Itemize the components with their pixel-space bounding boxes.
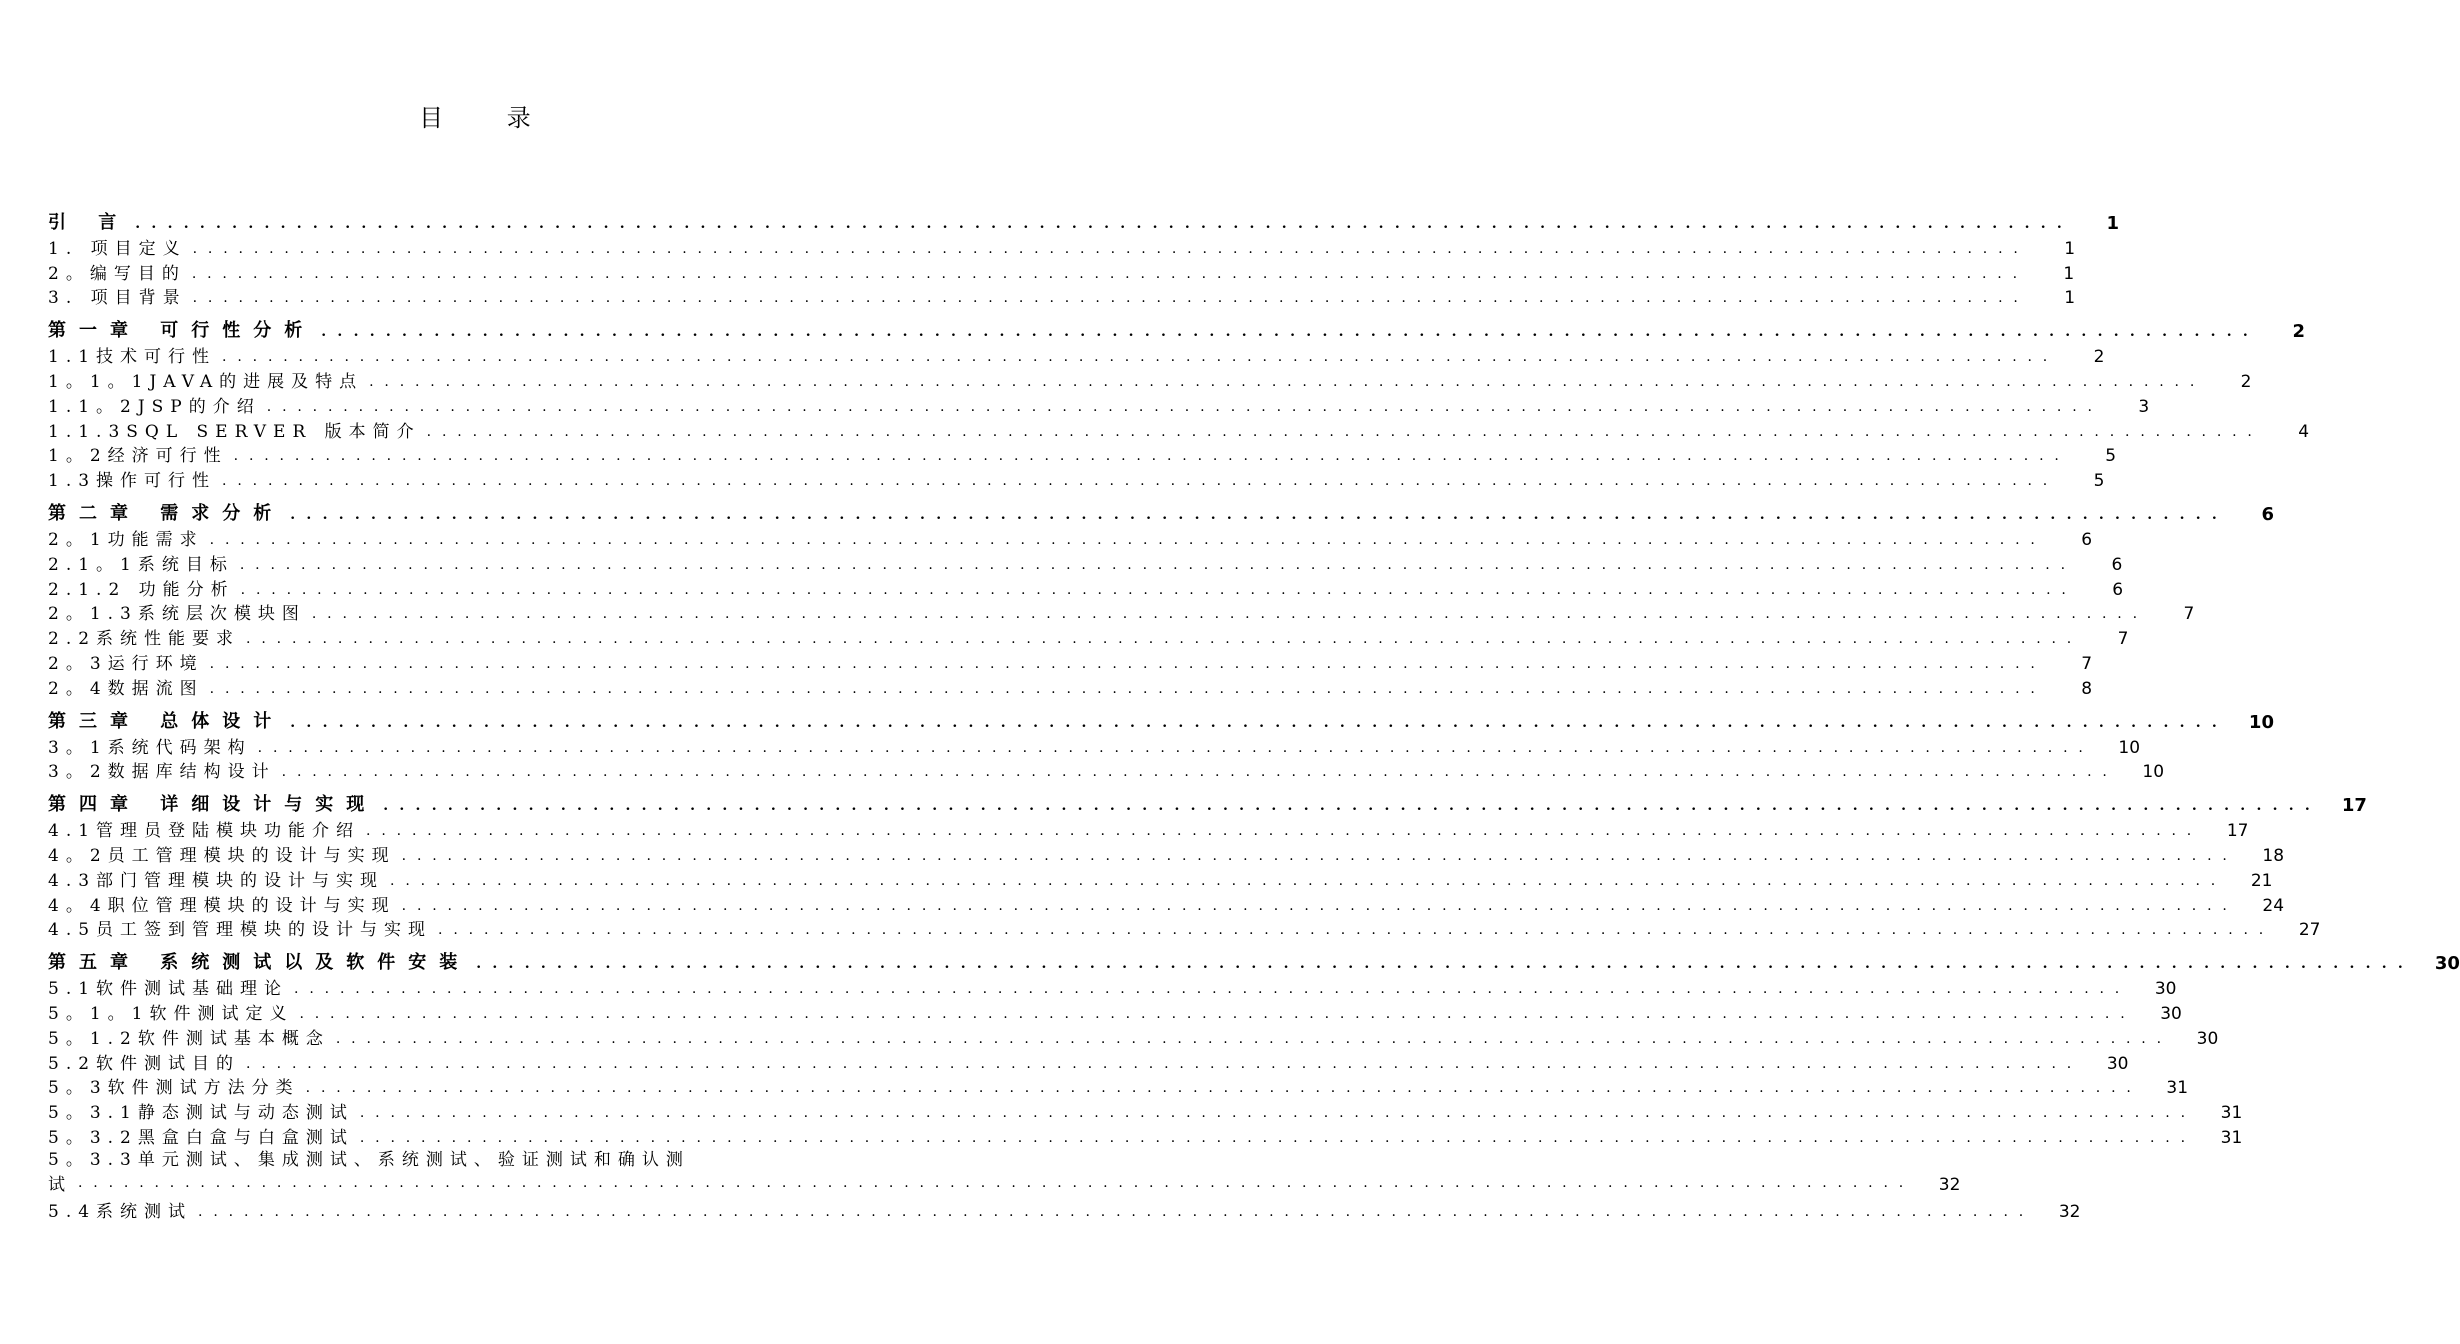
toc-page-number: 30 bbox=[2196, 1028, 2219, 1049]
toc-page-number: 2 bbox=[2292, 321, 2305, 343]
toc-entry-label: 1. 项目定义 bbox=[48, 238, 187, 259]
toc-entry[interactable] bbox=[48, 367, 2252, 392]
toc-entry-label: 4.1管理员登陆模块功能介绍 bbox=[48, 821, 361, 842]
toc-entry[interactable] bbox=[48, 816, 2249, 842]
toc-page-number: 1 bbox=[2063, 263, 2075, 284]
toc-chapter-entry[interactable] bbox=[48, 782, 2367, 817]
toc-leader-dots: . . . . . . . . . . . . . . . . . . . . . . . . . . . . . . . . . . . . . . . . . . . . . . . . . . . . . . . . . . . . . . . . . . . . . . . . . . . . . . . . . . . . . . . . . . . . . . . . . . . . . . . . . . . . . . . . . . . . . . . . bbox=[476, 956, 2406, 973]
toc-leader-dots: . . . . . . . . . . . . . . . . . . . . . . . . . . . . . . . . . . . . . . . . . . . . . . . . . . . . . . . . . . . . . . . . . . . . . . . . . . . . . . . . . . . . . . . . . . . . . . . . . . . . . . . . . . . . . . . . . . . . . . . . bbox=[192, 290, 2022, 307]
toc-entry-label: 2.1.2 功能分析 bbox=[48, 579, 235, 600]
toc-leader-dots: . . . . . . . . . . . . . . . . . . . . . . . . . . . . . . . . . . . . . . . . . . . . . . . . . . . . . . . . . . . . . . . . . . . . . . . . . . . . . . . . . . . . . . . . . . . . . . . . . . . . . . . . . . . . . . . . . . . . . . . . bbox=[369, 373, 2198, 390]
toc-entry[interactable] bbox=[48, 575, 2124, 600]
toc-leader-dots: . . . . . . . . . . . . . . . . . . . . . . . . . . . . . . . . . . . . . . . . . . . . . . . . . . . . . . . . . . . . . . . . . . . . . . . . . . . . . . . . . . . . . . . . . . . . . . . . . . . . . . . . . . . . . . . . . . . . . . . . bbox=[209, 531, 2039, 548]
toc-page-number: 6 bbox=[2261, 504, 2274, 526]
toc-leader-dots: . . . . . . . . . . . . . . . . . . . . . . . . . . . . . . . . . . . . . . . . . . . . . . . . . . . . . . . . . . . . . . . . . . . . . . . . . . . . . . . . . . . . . . . . . . . . . . . . . . . . . . . . . . . . . . . . . . . . . . . . bbox=[299, 1005, 2128, 1022]
toc-leader-dots: . . . . . . . . . . . . . . . . . . . . . . . . . . . . . . . . . . . . . . . . . . . . . . . . . . . . . . . . . . . . . . . . . . . . . . . . . . . . . . . . . . . . . . . . . . . . . . . . . . . . . . . . . . . . . . . . . . . . . . . . bbox=[246, 631, 2075, 648]
toc-leader-dots: . . . . . . . . . . . . . . . . . . . . . . . . . . . . . . . . . . . . . . . . . . . . . . . . . . . . . . . . . . . . . . . . . . . . . . . . . . . . . . . . . . . . . . . . . . . . . . . . . . . . . . . . . . . . . . . . . . . . . . . . bbox=[438, 922, 2267, 939]
toc-leader-dots: . . . . . . . . . . . . . . . . . . . . . . . . . . . . . . . . . . . . . . . . . . . . . . . . . . . . . . . . . . . . . . . . . . . . . . . . . . . . . . . . . . . . . . . . . . . . . . . . . . . . . . . . . . . . . . . . . . . . . . . . bbox=[209, 680, 2039, 697]
toc-page-number: 8 bbox=[2081, 678, 2093, 699]
toc-entry[interactable] bbox=[48, 342, 2105, 368]
toc-entry-label: 4.5员工签到管理模块的设计与实现 bbox=[48, 920, 433, 941]
toc-entry[interactable] bbox=[48, 733, 2141, 758]
toc-entry[interactable] bbox=[48, 1024, 2219, 1049]
toc-page-number: 30 bbox=[2154, 979, 2177, 1000]
toc-page-number: 21 bbox=[2250, 870, 2273, 891]
toc-entry-label: 1。1。1JAVA的进展及特点 bbox=[48, 371, 364, 392]
toc-entry[interactable] bbox=[48, 649, 2093, 674]
toc-entry-label: 5。3软件测试方法分类 bbox=[48, 1078, 300, 1099]
toc-entry-label: 2。1功能需求 bbox=[48, 529, 204, 550]
toc-page-number: 7 bbox=[2117, 629, 2129, 650]
toc-leader-dots: . . . . . . . . . . . . . . . . . . . . . . . . . . . . . . . . . . . . . . . . . . . . . . . . . . . . . . . . . . . . . . . . . . . . . . . . . . . . . . . . . . . . . . . . . . . . . . . . . . . . . . . . . . . . . . . . . . . . . . . . bbox=[281, 764, 2111, 781]
toc-page-number: 7 bbox=[2183, 604, 2195, 625]
toc-entry[interactable] bbox=[48, 1198, 2081, 1223]
toc-entry[interactable] bbox=[48, 525, 2093, 550]
toc-entry[interactable] bbox=[48, 392, 2150, 417]
toc-entry[interactable] bbox=[48, 974, 2177, 1000]
toc-chapter-entry[interactable] bbox=[48, 940, 2460, 975]
toc-leader-dots: . . . . . . . . . . . . . . . . . . . . . . . . . . . . . . . . . . . . . . . . . . . . . . . . . . . . . . . . . . . . . . . . . . . . . . . . . . . . . . . . . . . . . . . . . . . . . . . . . . . . . . . . . . . . . . . . . . . . . . . . bbox=[239, 556, 2069, 573]
toc-page-number: 10 bbox=[2118, 737, 2141, 758]
toc-entry[interactable] bbox=[48, 1123, 2243, 1148]
toc-page-number: 1 bbox=[2106, 213, 2119, 234]
toc-leader-dots: . . . . . . . . . . . . . . . . . . . . . . . . . . . . . . . . . . . . . . . . . . . . . . . . . . . . . . . . . . . . . . . . . . . . . . . . . . . . . . . . . . . . . . . . . . . . . . . . . . . . . . . . . . . . . . . . . . . . . . . . bbox=[290, 714, 2220, 731]
toc-page-number: 6 bbox=[2081, 529, 2093, 550]
toc-entry-label: 2。3运行环境 bbox=[48, 653, 204, 674]
toc-page-number: 31 bbox=[2220, 1127, 2243, 1148]
toc-entry-label: 第一章 可行性分析 bbox=[48, 320, 316, 342]
toc-chapter-entry[interactable] bbox=[48, 200, 2119, 234]
toc-entry-label: 2。1.3系统层次模块图 bbox=[48, 604, 306, 625]
toc-entry-label: 4。4职位管理模块的设计与实现 bbox=[48, 895, 396, 916]
toc-entry-label: 5.1软件测试基础理论 bbox=[48, 979, 289, 1000]
toc-page-number: 2 bbox=[2240, 371, 2252, 392]
toc-leader-dots: . . . . . . . . . . . . . . . . . . . . . . . . . . . . . . . . . . . . . . . . . . . . . . . . . . . . . . . . . . . . . . . . . . . . . . . . . . . . . . . . . . . . . . . . . . . . . . . . . . . . . . . . . . . . . . . . . . . . . . . . bbox=[240, 581, 2070, 598]
toc-entry-label: 5。1。1软件测试定义 bbox=[48, 1003, 294, 1024]
toc-entry-label: 3。1系统代码架构 bbox=[48, 737, 252, 758]
toc-entry-label: 5.2软件测试目的 bbox=[48, 1053, 241, 1074]
toc-leader-dots: . . . . . . . . . . . . . . . . . . . . . . . . . . . . . . . . . . . . . . . . . . . . . . . . . . . . . . . . . . . . . . . . . . . . . . . . . . . . . . . . . . . . . . . . . . . . . . . . . . . . . . . . . . . . . . . . . . . . . . . . bbox=[390, 872, 2219, 889]
toc-entry-label: 5。1.2软件测试基本概念 bbox=[48, 1028, 330, 1049]
toc-entry-label: 2。4数据流图 bbox=[48, 678, 204, 699]
toc-leader-dots: . . . . . . . . . . . . . . . . . . . . . . . . . . . . . . . . . . . . . . . . . . . . . . . . . . . . . . . . . . . . . . . . . . . . . . . . . . . . . . . . . . . . . . . . . . . . . . . . . . . . . . . . . . . . . . . . . . . . . . . . bbox=[311, 606, 2141, 623]
toc-page-number: 6 bbox=[2112, 579, 2124, 600]
toc-entry[interactable] bbox=[48, 1074, 2189, 1099]
toc-leader-dots: . . . . . . . . . . . . . . . . . . . . . . . . . . . . . . . . . . . . . . . . . . . . . . . . . . . . . . . . . . . . . . . . . . . . . . . . . . . . . . . . . . . . . . . . . . . . . . . . . . . . . . . . . . . . . . . . . . . . . . . . bbox=[321, 324, 2251, 341]
toc-leader-dots: . . . . . . . . . . . . . . . . . . . . . . . . . . . . . . . . . . . . . . . . . . . . . . . . . . . . . . . . . . . . . . . . . . . . . . . . . . . . . . . . . . . . . . . . . . . . . . . . . . . . . . . . . . . . . . . . . . . . . . . . bbox=[257, 739, 2087, 756]
toc-leader-dots: . . . . . . . . . . . . . . . . . . . . . . . . . . . . . . . . . . . . . . . . . . . . . . . . . . . . . . . . . . . . . . . . . . . . . . . . . . . . . . . . . . . . . . . . . . . . . . . . . . . . . . . . . . . . . . . . . . . . . . . . bbox=[198, 1204, 2027, 1221]
toc-leader-dots: . . . . . . . . . . . . . . . . . . . . . . . . . . . . . . . . . . . . . . . . . . . . . . . . . . . . . . . . . . . . . . . . . . . . . . . . . . . . . . . . . . . . . . . . . . . . . . . . . . . . . . . . . . . . . . . . . . . . . . . . bbox=[383, 798, 2313, 815]
toc-entry-label: 2.1。1系统目标 bbox=[48, 554, 234, 575]
toc-entry[interactable] bbox=[48, 600, 2195, 625]
toc-leader-dots: . . . . . . . . . . . . . . . . . . . . . . . . . . . . . . . . . . . . . . . . . . . . . . . . . . . . . . . . . . . . . . . . . . . . . . . . . . . . . . . . . . . . . . . . . . . . . . . . . . . . . . . . . . . . . . . . . . . . . . . . bbox=[305, 1080, 2135, 1097]
toc-page-number: 31 bbox=[2166, 1078, 2189, 1099]
toc-entry-label: 第三章 总体设计 bbox=[48, 710, 285, 732]
toc-entry[interactable] bbox=[48, 1098, 2243, 1124]
toc-entry[interactable] bbox=[48, 841, 2285, 866]
toc-leader-dots: . . . . . . . . . . . . . . . . . . . . . . . . . . . . . . . . . . . . . . . . . . . . . . . . . . . . . . . . . . . . . . . . . . . . . . . . . . . . . . . . . . . . . . . . . . . . . . . . . . . . . . . . . . . . . . . . . . . . . . . . bbox=[359, 1105, 2189, 1122]
toc-page-number: 10 bbox=[2142, 762, 2165, 783]
toc-leader-dots: . . . . . . . . . . . . . . . . . . . . . . . . . . . . . . . . . . . . . . . . . . . . . . . . . . . . . . . . . . . . . . . . . . . . . . . . . . . . . . . . . . . . . . . . . . . . . . . . . . . . . . . . . . . . . . . . . . . . . . . . bbox=[266, 398, 2096, 415]
toc-entry-label-continued: 试 bbox=[48, 1174, 72, 1195]
toc-entry-label: 5.4系统测试 bbox=[48, 1202, 193, 1223]
toc-entry-label: 引 言 bbox=[48, 212, 130, 233]
toc-leader-dots: . . . . . . . . . . . . . . . . . . . . . . . . . . . . . . . . . . . . . . . . . . . . . . . . . . . . . . . . . . . . . . . . . . . . . . . . . . . . . . . . . . . . . . . . . . . . . . . . . . . . . . . . . . . . . . . . . . . . . . . . bbox=[366, 823, 2195, 840]
toc-entry[interactable] bbox=[48, 466, 2105, 492]
toc-chapter-entry[interactable] bbox=[48, 308, 2305, 343]
toc-page-number: 3 bbox=[2138, 396, 2150, 417]
toc-page-number: 2 bbox=[2093, 347, 2105, 368]
toc-entry-label: 1.1。2JSP的介绍 bbox=[48, 396, 261, 417]
toc-entry-label: 第四章 详细设计与实现 bbox=[48, 794, 378, 816]
toc-entry[interactable] bbox=[48, 891, 2285, 916]
toc-entry[interactable] bbox=[48, 550, 2123, 575]
toc-chapter-entry[interactable] bbox=[48, 491, 2274, 526]
toc-page-number: 1 bbox=[2064, 288, 2076, 309]
toc-entry[interactable] bbox=[48, 866, 2273, 891]
toc-entry-label: 4。2员工管理模块的设计与实现 bbox=[48, 845, 396, 866]
toc-entry[interactable] bbox=[48, 674, 2093, 699]
toc-leader-dots: . . . . . . . . . . . . . . . . . . . . . . . . . . . . . . . . . . . . . . . . . . . . . . . . . . . . . . . . . . . . . . . . . . . . . . . . . . . . . . . . . . . . . . . . . . . . . . . . . . . . . . . . . . . . . . . . . . . . . . . . bbox=[222, 473, 2051, 490]
toc-entry[interactable] bbox=[48, 1049, 2129, 1074]
toc-page-number: 30 bbox=[2434, 953, 2460, 975]
toc-entry[interactable] bbox=[48, 417, 2310, 442]
toc-leader-dots: . . . . . . . . . . . . . . . . . . . . . . . . . . . . . . . . . . . . . . . . . . . . . . . . . . . . . . . . . . . . . . . . . . . . . . . . . . . . . . . . . . . . . . . . . . . . . . . . . . . . . . . . . . . . . . . . . . . . . . . . bbox=[426, 423, 2256, 440]
toc-page-number: 31 bbox=[2220, 1103, 2243, 1124]
toc-leader-dots: . . . . . . . . . . . . . . . . . . . . . . . . . . . . . . . . . . . . . . . . . . . . . . . . . . . . . . . . . . . . . . . . . . . . . . . . . . . . . . . . . . . . . . . . . . . . . . . . . . . . . . . . . . . . . . . . . . . . . . . . bbox=[401, 897, 2231, 914]
toc-entry[interactable] bbox=[48, 442, 2117, 467]
toc-page-number: 30 bbox=[2160, 1003, 2182, 1024]
toc-leader-dots: . . . . . . . . . . . . . . . . . . . . . . . . . . . . . . . . . . . . . . . . . . . . . . . . . . . . . . . . . . . . . . . . . . . . . . . . . . . . . . . . . . . . . . . . . . . . . . . . . . . . . . . . . . . . . . . . . . . . . . . . bbox=[233, 448, 2063, 465]
toc-leader-dots: . . . . . . . . . . . . . . . . . . . . . . . . . . . . . . . . . . . . . . . . . . . . . . . . . . . . . . . . . . . . . . . . . . . . . . . . . . . . . . . . . . . . . . . . . . . . . . . . . . . . . . . . . . . . . . . . . . . . . . . . bbox=[359, 1129, 2189, 1146]
toc-entry[interactable] bbox=[48, 758, 2165, 783]
toc-page-number: 17 bbox=[2226, 821, 2249, 842]
toc-entry[interactable] bbox=[48, 259, 2075, 284]
toc-leader-dots: . . . . . . . . . . . . . . . . . . . . . . . . . . . . . . . . . . . . . . . . . . . . . . . . . . . . . . . . . . . . . . . . . . . . . . . . . . . . . . . . . . . . . . . . . . . . . . . . . . . . . . . . . . . . . . . . . . . . . . . . bbox=[192, 240, 2022, 257]
toc-leader-dots: . . . . . . . . . . . . . . . . . . . . . . . . . . . . . . . . . . . . . . . . . . . . . . . . . . . . . . . . . . . . . . . . . . . . . . . . . . . . . . . . . . . . . . . . . . . . . . . . . . . . . . . . . . . . . . . . . . . . . . . . bbox=[290, 507, 2220, 524]
toc-entry-label: 2.2系统性能要求 bbox=[48, 629, 241, 650]
toc-leader-dots: . . . . . . . . . . . . . . . . . . . . . . . . . . . . . . . . . . . . . . . . . . . . . . . . . . . . . . . . . . . . . . . . . . . . . . . . . . . . . . . . . . . . . . . . . . . . . . . . . . . . . . . . . . . . . . . . . . . . . . . . bbox=[135, 216, 2065, 232]
toc-entry-label: 第二章 需求分析 bbox=[48, 503, 285, 525]
toc-page-number: 24 bbox=[2262, 895, 2285, 916]
toc-entry-label: 1.1技术可行性 bbox=[48, 347, 217, 368]
toc-entry-label: 3. 项目背景 bbox=[48, 288, 187, 309]
toc-page-number: 30 bbox=[2106, 1053, 2129, 1074]
toc-entry-label: 2。编写目的 bbox=[48, 263, 186, 284]
toc-leader-dots: . . . . . . . . . . . . . . . . . . . . . . . . . . . . . . . . . . . . . . . . . . . . . . . . . . . . . . . . . . . . . . . . . . . . . . . . . . . . . . . . . . . . . . . . . . . . . . . . . . . . . . . . . . . . . . . . . . . . . . . . bbox=[209, 655, 2039, 672]
toc-leader-dots: . . . . . . . . . . . . . . . . . . . . . . . . . . . . . . . . . . . . . . . . . . . . . . . . . . . . . . . . . . . . . . . . . . . . . . . . . . . . . . . . . . . . . . . . . . . . . . . . . . . . . . . . . . . . . . . . . . . . . . . . bbox=[294, 981, 2123, 998]
toc-entry-label: 3。2数据库结构设计 bbox=[48, 762, 276, 783]
toc-leader-dots: . . . . . . . . . . . . . . . . . . . . . . . . . . . . . . . . . . . . . . . . . . . . . . . . . . . . . . . . . . . . . . . . . . . . . . . . . . . . . . . . . . . . . . . . . . . . . . . . . . . . . . . . . . . . . . . . . . . . . . . . bbox=[222, 349, 2051, 366]
toc-page-number: 18 bbox=[2262, 845, 2285, 866]
toc-page-number: 17 bbox=[2341, 795, 2367, 817]
toc-entry-label: 1.3操作可行性 bbox=[48, 471, 217, 492]
toc-page-number: 5 bbox=[2105, 446, 2117, 467]
toc-entry[interactable] bbox=[48, 1148, 1961, 1198]
toc-leader-dots: . . . . . . . . . . . . . . . . . . . . . . . . . . . . . . . . . . . . . . . . . . . . . . . . . . . . . . . . . . . . . . . . . . . . . . . . . . . . . . . . . . . . . . . . . . . . . . . . . . . . . . . . . . . . . . . . . . . . . . . . bbox=[246, 1055, 2075, 1072]
toc-entry[interactable] bbox=[48, 284, 2076, 309]
toc-entry-label: 5。3.3单元测试、集成测试、系统测试、验证测试和确认测 bbox=[48, 1149, 690, 1170]
toc-page-number: 32 bbox=[1938, 1174, 1961, 1195]
toc-entry-label: 5。3.1静态测试与动态测试 bbox=[48, 1103, 354, 1124]
toc-entry-label: 4.3部门管理模块的设计与实现 bbox=[48, 870, 385, 891]
toc-leader-dots: . . . . . . . . . . . . . . . . . . . . . . . . . . . . . . . . . . . . . . . . . . . . . . . . . . . . . . . . . . . . . . . . . . . . . . . . . . . . . . . . . . . . . . . . . . . . . . . . . . . . . . . . . . . . . . . . . . . . . . . . bbox=[401, 847, 2231, 864]
toc-leader-dots: . . . . . . . . . . . . . . . . . . . . . . . . . . . . . . . . . . . . . . . . . . . . . . . . . . . . . . . . . . . . . . . . . . . . . . . . . . . . . . . . . . . . . . . . . . . . . . . . . . . . . . . . . . . . . . . . . . . . . . . . bbox=[78, 1174, 1907, 1191]
toc-entry-label: 第五章 系统测试以及软件安装 bbox=[48, 952, 471, 974]
page-title: 目 录 bbox=[419, 104, 559, 132]
toc-page-number: 10 bbox=[2248, 711, 2274, 733]
toc-page-number: 1 bbox=[2064, 238, 2076, 259]
toc-page-number: 32 bbox=[2058, 1202, 2081, 1223]
toc-page-number: 6 bbox=[2111, 554, 2123, 575]
toc-page-number: 5 bbox=[2093, 471, 2105, 492]
toc-page-number: 27 bbox=[2298, 920, 2321, 941]
toc-leader-dots: . . . . . . . . . . . . . . . . . . . . . . . . . . . . . . . . . . . . . . . . . . . . . . . . . . . . . . . . . . . . . . . . . . . . . . . . . . . . . . . . . . . . . . . . . . . . . . . . . . . . . . . . . . . . . . . . . . . . . . . . bbox=[191, 265, 2021, 282]
toc-entry-label: 1。2经济可行性 bbox=[48, 446, 228, 467]
toc-page-number: 7 bbox=[2081, 653, 2093, 674]
toc-page-number: 4 bbox=[2298, 421, 2310, 442]
toc-entry[interactable] bbox=[48, 234, 2076, 259]
table-of-contents bbox=[48, 200, 2460, 1223]
toc-entry[interactable] bbox=[48, 916, 2321, 941]
toc-entry-label: 1.1.3SQL SERVER 版本简介 bbox=[48, 421, 421, 442]
toc-entry[interactable] bbox=[48, 624, 2129, 650]
toc-leader-dots: . . . . . . . . . . . . . . . . . . . . . . . . . . . . . . . . . . . . . . . . . . . . . . . . . . . . . . . . . . . . . . . . . . . . . . . . . . . . . . . . . . . . . . . . . . . . . . . . . . . . . . . . . . . . . . . . . . . . . . . . bbox=[335, 1030, 2165, 1047]
toc-chapter-entry[interactable] bbox=[48, 699, 2274, 733]
toc-entry[interactable] bbox=[48, 999, 2182, 1024]
toc-entry-label: 5。3.2黑盒白盒与白盒测试 bbox=[48, 1127, 354, 1148]
